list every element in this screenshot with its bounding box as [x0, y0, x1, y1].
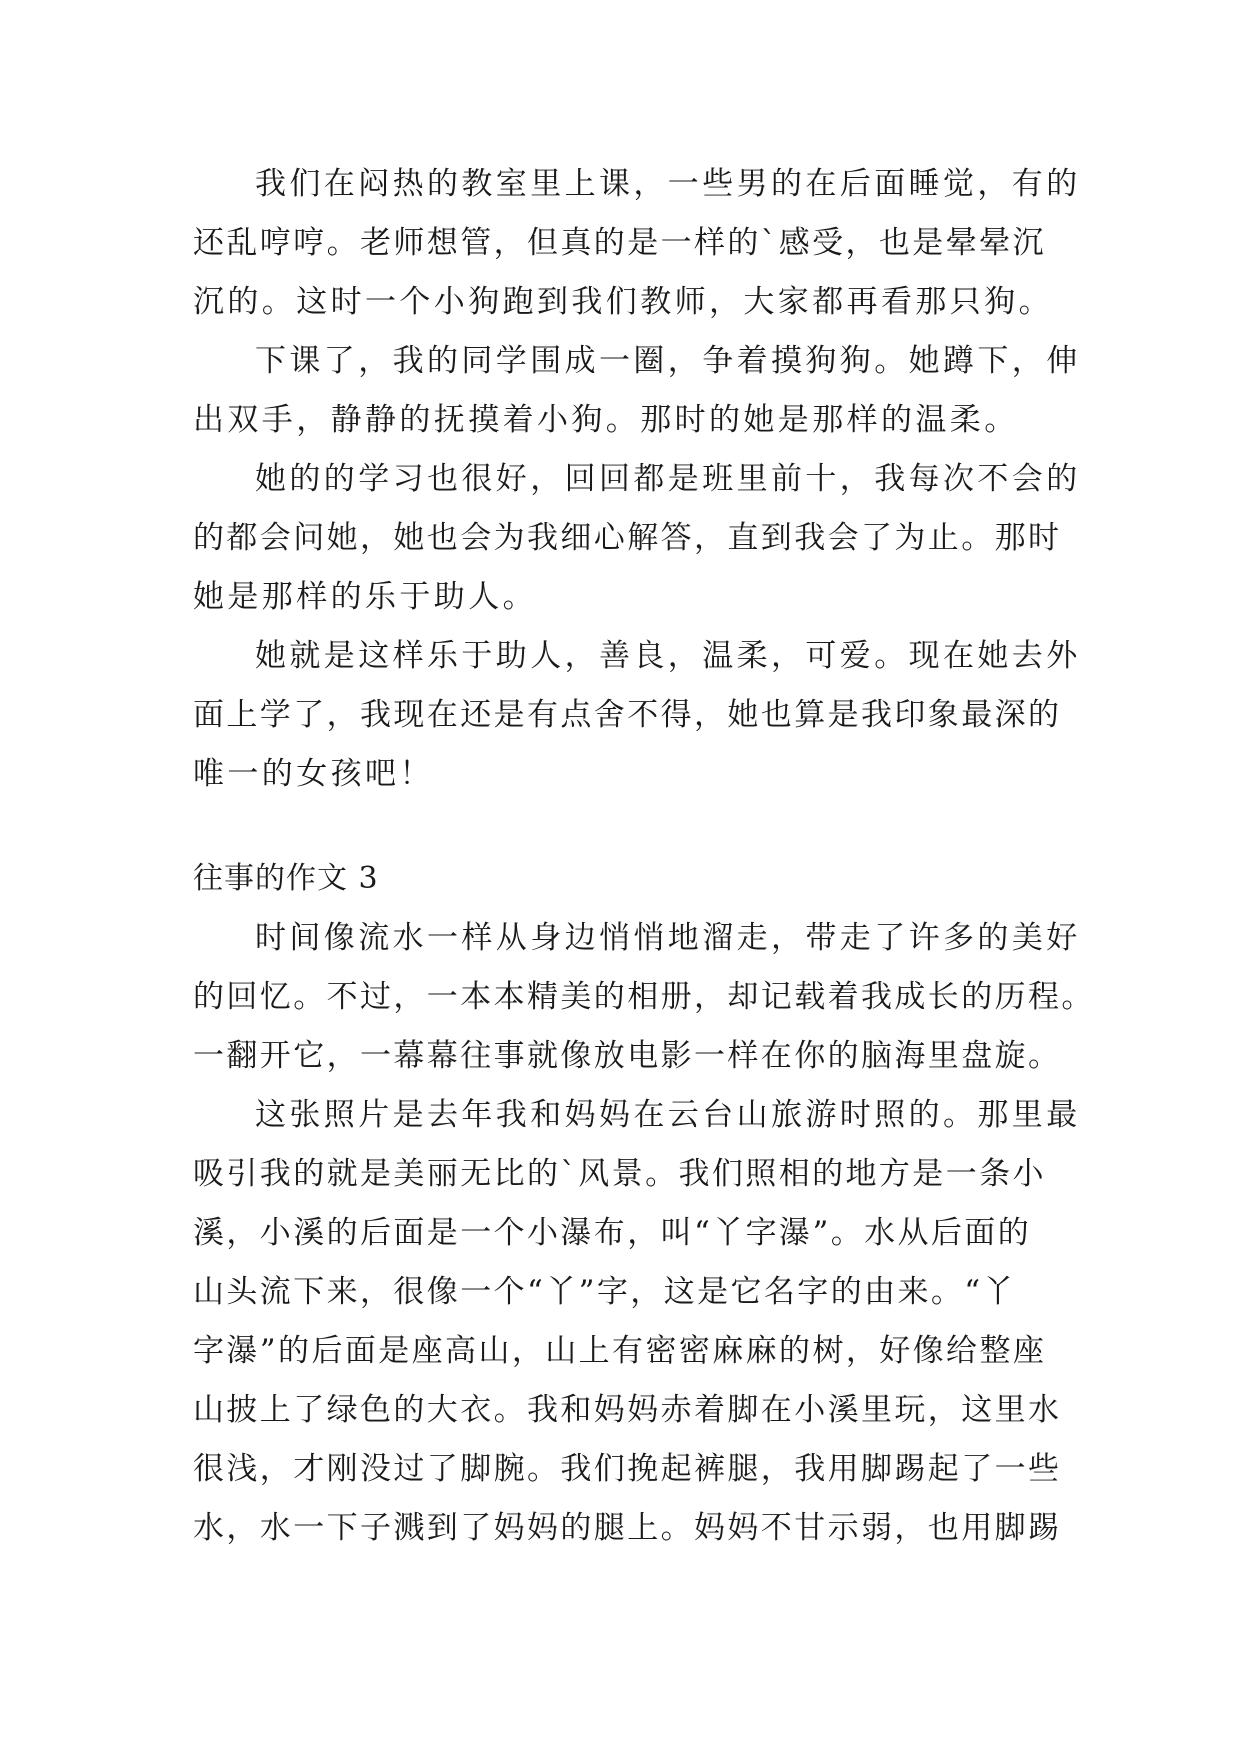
paragraph-line: 一翻开它，一幕幕往事就像放电影一样在你的脑海里盘旋。: [193, 1038, 1062, 1074]
paragraph-line: 面上学了，我现在还是有点舍不得，她也算是我印象最深的: [193, 697, 1062, 733]
paragraph-line: 的回忆。不过，一本本精美的相册，却记载着我成长的历程。: [193, 979, 1095, 1015]
paragraph-line: 很浅，才刚没过了脚腕。我们挽起裤腿，我用脚踢起了一些: [193, 1451, 1062, 1487]
paragraph-line: 下课了，我的同学围成一圈，争着摸狗狗。她蹲下，伸: [255, 343, 1081, 379]
paragraph-line: 我们在闷热的教室里上课，一些男的在后面睡觉，有的: [255, 166, 1081, 202]
paragraph-line: 时间像流水一样从身边悄悄地溜走，带走了许多的美好: [255, 920, 1081, 956]
paragraph-line: 唯一的女孩吧！: [193, 756, 434, 792]
paragraph-line: 沉的。这时一个小狗跑到我们教师，大家都再看那只狗。: [193, 284, 1053, 320]
paragraph-line: 字瀑”的后面是座高山，山上有密密麻麻的树，好像给整座: [193, 1333, 1047, 1369]
paragraph-line: 山披上了绿色的大衣。我和妈妈赤着脚在小溪里玩，这里水: [193, 1392, 1062, 1428]
paragraph-line: 吸引我的就是美丽无比的`风景。我们照相的地方是一条小: [193, 1156, 1046, 1192]
paragraph-line: 出双手，静静的抚摸着小狗。那时的她是那样的温柔。: [193, 402, 1019, 438]
paragraph-line: 这张照片是去年我和妈妈在云台山旅游时照的。那里最: [255, 1097, 1081, 1133]
section-heading: 往事的作文 3: [193, 861, 379, 896]
paragraph-line: 溪，小溪的后面是一个小瀑布，叫“丫字瀑”。水从后面的: [193, 1215, 1032, 1251]
paragraph-line: 水，水一下子溅到了妈妈的腿上。妈妈不甘示弱，也用脚踢: [193, 1510, 1062, 1546]
paragraph-line: 她的的学习也很好，回回都是班里前十，我每次不会的: [255, 461, 1081, 497]
paragraph-line: 她是那样的乐于助人。: [193, 579, 537, 615]
paragraph-line: 还乱哼哼。老师想管，但真的是一样的`感受，也是晕晕沉: [193, 225, 1046, 261]
paragraph-line: 的都会问她，她也会为我细心解答，直到我会了为止。那时: [193, 520, 1062, 556]
paragraph-line: 她就是这样乐于助人，善良，温柔，可爱。现在她去外: [255, 638, 1081, 674]
paragraph-line: 山头流下来，很像一个“丫”字，这是它名字的由来。“丫: [193, 1274, 1016, 1310]
